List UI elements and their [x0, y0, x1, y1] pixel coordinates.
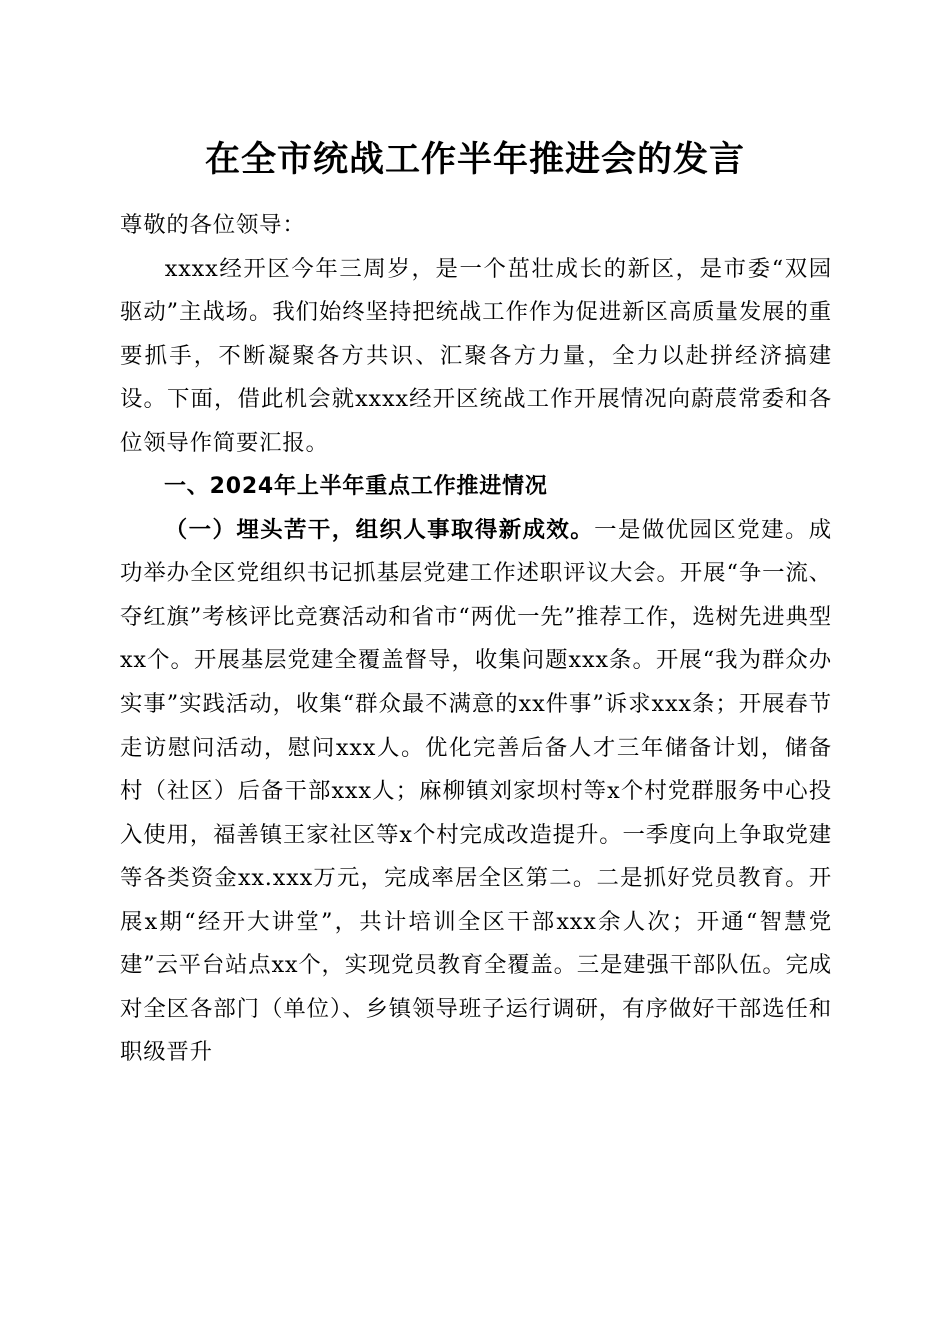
- subsection-paragraph: [120, 509, 832, 1075]
- intro-paragraph: xxxx经开区今年三周岁，是一个茁壮成长的新区，是市委“双园驱动”主战场。我们始终坚持把统战工作作为促进新区高质量发展的重要抓手，不断凝聚各方共识、汇聚各方力量，全力以赴拼经济搞建设。下面，借此机会就xxxx经开区统战工作开展情况向蔚莀常委和各位领导作简要汇报。: [120, 255, 832, 456]
- document-body: [120, 204, 832, 1075]
- document-title: 在全市统战工作半年推进会的发言: [204, 139, 745, 180]
- salutation: 尊敬的各位领导：: [120, 212, 306, 238]
- subsection-body: 一是做优园区党建。成功举办全区党组织书记抓基层党建工作述职评议大会。开展“争一流、夺红旗”考核评比竞赛活动和省市“两优一先”推荐工作，选树先进典型xx个。开展基层党建全覆盖督导，收集问题xxx条。开展“我为群众办实事”实践活动，收集“群众最不满意的xx件事”诉求xxx条；开展春节走访慰问活动，慰问xxx人。优化完善后备人才三年储备计划，储备村（社区）后备干部xxx人；麻柳镇刘家坝村等x个村党群服务中心投入使用，福善镇王家社区等x个村完成改造提升。一季度向上争取党建等各类资金xx.xxx万元，完成率居全区第二。二是抓好党员教育。开展x期“经开大讲堂”，共计培训全区干部xxx余人次；开通“智慧党建”云平台站点xx个，实现党员教育全覆盖。三是建强干部队伍。完成对全区各部门（单位）、乡镇领导班子运行调研，有序做好干部选任和职级晋升: [120, 516, 832, 1066]
- subsection-heading: （一）埋头苦干，组织人事取得新成效。: [164, 516, 595, 543]
- section-heading: 一、2024年上半年重点工作推进情况: [164, 474, 548, 500]
